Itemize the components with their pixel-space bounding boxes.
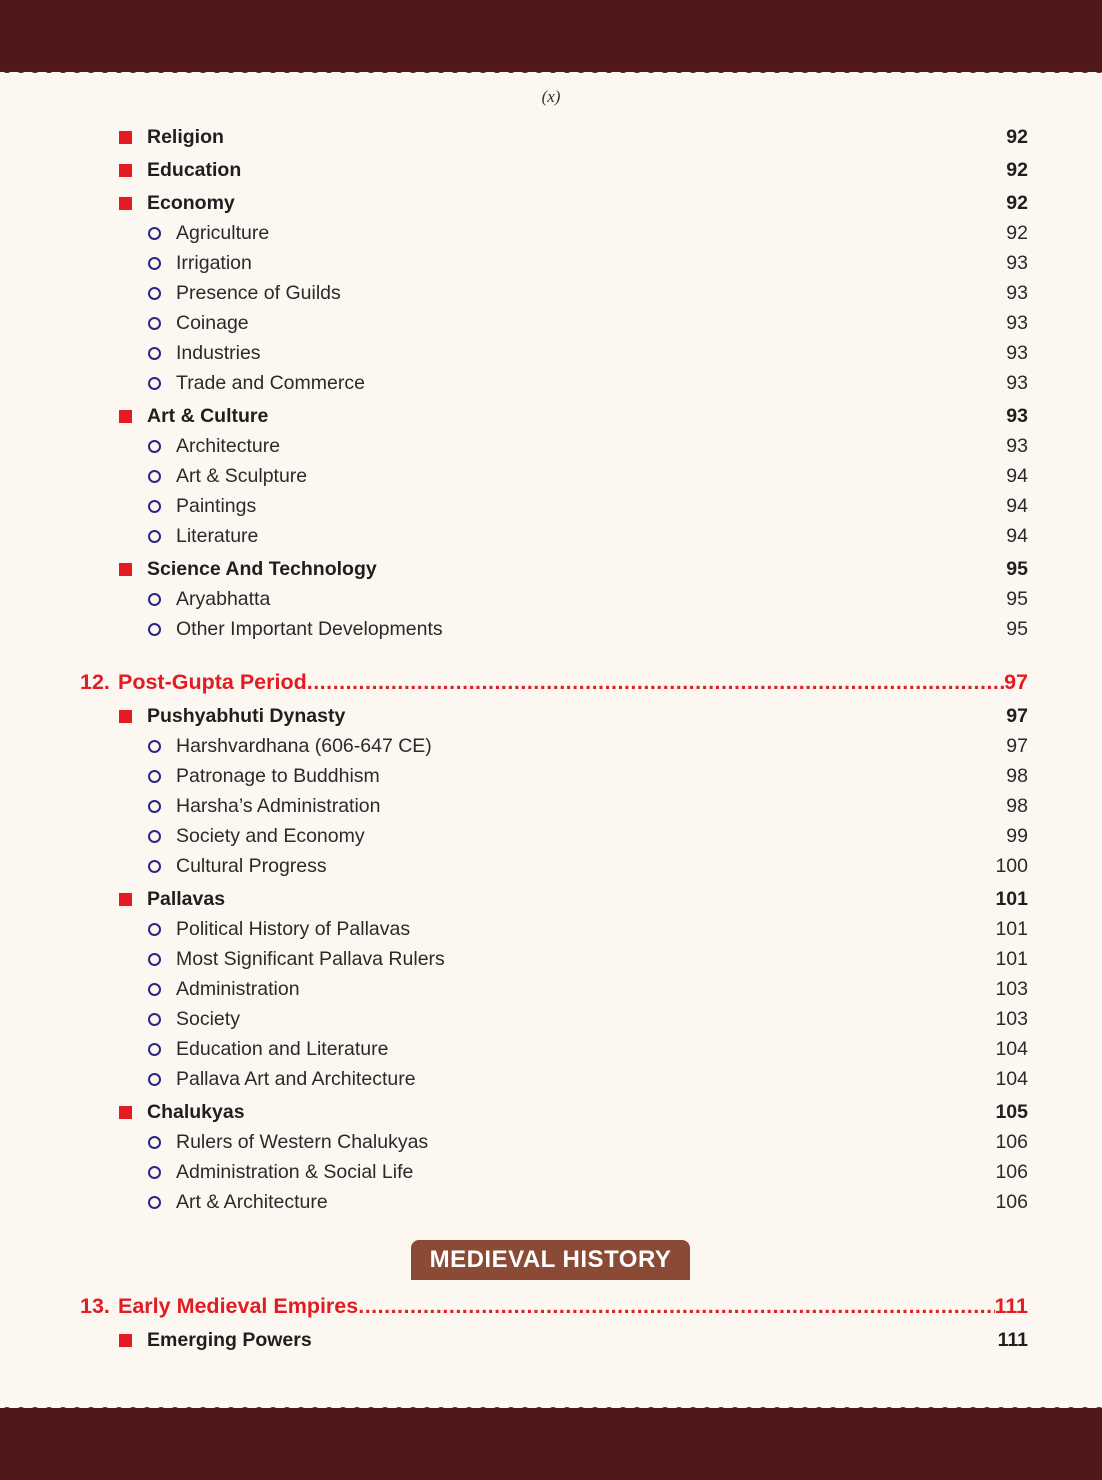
footer-band (0, 1408, 1102, 1480)
entry-page: 99 (1006, 824, 1028, 847)
entry-title: Education (147, 158, 242, 181)
entry-page: 92 (1006, 221, 1028, 244)
entry-page: 98 (1006, 764, 1028, 787)
circle-bullet-icon (148, 347, 161, 360)
square-bullet-icon (119, 164, 132, 177)
circle-bullet-icon (148, 830, 161, 843)
toc-subentry[interactable] (0, 851, 1102, 881)
chapter-title: Early Medieval Empires (118, 1293, 359, 1318)
circle-bullet-icon (148, 983, 161, 996)
toc-subentry[interactable] (0, 278, 1102, 308)
entry-page: 93 (1006, 434, 1028, 457)
entry-title: Cultural Progress (176, 854, 327, 877)
circle-bullet-icon (148, 500, 161, 513)
entry-page: 101 (995, 887, 1028, 910)
page-number: (x) (541, 87, 561, 106)
entry-title: Art & Sculpture (176, 464, 308, 487)
circle-bullet-icon (148, 530, 161, 543)
toc-entry[interactable] (0, 401, 1102, 431)
entry-page: 93 (1006, 311, 1028, 334)
entry-title: Art & Architecture (176, 1190, 328, 1213)
entry-page: 95 (1006, 587, 1028, 610)
toc-subentry[interactable] (0, 584, 1102, 614)
entry-title: Trade and Commerce (176, 371, 365, 394)
toc-subentry[interactable] (0, 974, 1102, 1004)
entry-title: Presence of Guilds (176, 281, 341, 304)
entry-page: 106 (995, 1160, 1028, 1183)
square-bullet-icon (119, 197, 132, 210)
entry-page: 95 (1006, 617, 1028, 640)
toc-subentry[interactable] (0, 368, 1102, 398)
entry-page: 104 (995, 1067, 1028, 1090)
square-bullet-icon (119, 410, 132, 423)
square-bullet-icon (119, 1334, 132, 1347)
circle-bullet-icon (148, 257, 161, 270)
entry-title: Paintings (176, 494, 257, 517)
entry-page: 92 (1006, 158, 1028, 181)
entry-page: 101 (995, 917, 1028, 940)
toc-entry[interactable] (0, 701, 1102, 731)
entry-page: 97 (1006, 734, 1028, 757)
entry-title: Most Significant Pallava Rulers (176, 947, 445, 970)
entry-page: 98 (1006, 794, 1028, 817)
toc-subentry[interactable] (0, 308, 1102, 338)
entry-title: Patronage to Buddhism (176, 764, 380, 787)
entry-title: Education and Literature (176, 1037, 389, 1060)
chapter-number: 13. (80, 1293, 110, 1318)
toc-subentry[interactable] (0, 1127, 1102, 1157)
toc-entry[interactable] (0, 554, 1102, 584)
circle-bullet-icon (148, 317, 161, 330)
toc-entry[interactable] (0, 155, 1102, 185)
toc-subentry[interactable] (0, 761, 1102, 791)
toc-subentry[interactable] (0, 731, 1102, 761)
circle-bullet-icon (148, 1073, 161, 1086)
square-bullet-icon (119, 710, 132, 723)
toc-subentry[interactable] (0, 491, 1102, 521)
entry-title: Other Important Developments (176, 617, 443, 640)
entry-page: 94 (1006, 464, 1028, 487)
entry-page: 93 (1006, 371, 1028, 394)
entry-title: Architecture (176, 434, 281, 457)
entry-page: 97 (1006, 704, 1028, 727)
toc-entry[interactable] (0, 188, 1102, 218)
toc-subentry[interactable] (0, 338, 1102, 368)
entry-title: Religion (147, 125, 224, 148)
circle-bullet-icon (148, 227, 161, 240)
circle-bullet-icon (148, 623, 161, 636)
entry-title: Science And Technology (147, 557, 377, 580)
toc-entry[interactable] (0, 884, 1102, 914)
entry-page: 94 (1006, 524, 1028, 547)
entry-title: Art & Culture (147, 404, 269, 427)
square-bullet-icon (119, 1106, 132, 1119)
circle-bullet-icon (148, 740, 161, 753)
square-bullet-icon (119, 893, 132, 906)
toc-entry[interactable] (0, 1325, 1102, 1355)
circle-bullet-icon (148, 287, 161, 300)
circle-bullet-icon (148, 953, 161, 966)
entry-title: Political History of Pallavas (176, 917, 411, 940)
toc-subentry[interactable] (0, 461, 1102, 491)
entry-title: Pallavas (147, 887, 226, 910)
circle-bullet-icon (148, 470, 161, 483)
square-bullet-icon (119, 131, 132, 144)
entry-page: 92 (1006, 125, 1028, 148)
circle-bullet-icon (148, 860, 161, 873)
chapter-heading-12[interactable] (0, 667, 1102, 697)
chapter-page: 97 (1004, 669, 1028, 694)
entry-page: 100 (995, 854, 1028, 877)
square-bullet-icon (119, 563, 132, 576)
circle-bullet-icon (148, 800, 161, 813)
toc-subentry[interactable] (0, 1004, 1102, 1034)
section-banner: MEDIEVAL HISTORY (411, 1240, 690, 1280)
entry-title: Society and Economy (176, 824, 365, 847)
circle-bullet-icon (148, 1196, 161, 1209)
entry-page: 93 (1006, 341, 1028, 364)
circle-bullet-icon (148, 377, 161, 390)
toc-entry[interactable] (0, 122, 1102, 152)
entry-title: Rulers of Western Chalukyas (176, 1130, 429, 1153)
toc-subentry[interactable] (0, 614, 1102, 644)
toc-subentry[interactable] (0, 218, 1102, 248)
entry-title: Aryabhatta (176, 587, 271, 610)
toc-subentry[interactable] (0, 821, 1102, 851)
entry-page: 95 (1006, 557, 1028, 580)
entry-title: Coinage (176, 311, 249, 334)
dot-leader (307, 670, 1004, 695)
entry-page: 103 (995, 1007, 1028, 1030)
toc-entry[interactable] (0, 1097, 1102, 1127)
entry-page: 106 (995, 1130, 1028, 1153)
chapter-title: Post-Gupta Period (118, 669, 307, 694)
entry-page: 94 (1006, 494, 1028, 517)
circle-bullet-icon (148, 770, 161, 783)
toc-subentry[interactable] (0, 791, 1102, 821)
entry-title: Economy (147, 191, 235, 214)
entry-title: Irrigation (176, 251, 252, 274)
toc-subentry[interactable] (0, 1187, 1102, 1217)
header-scallop-edge (0, 68, 1102, 76)
circle-bullet-icon (148, 1136, 161, 1149)
toc-subentry[interactable] (0, 1034, 1102, 1064)
entry-title: Society (176, 1007, 240, 1030)
toc-subentry[interactable] (0, 944, 1102, 974)
entry-page: 103 (995, 977, 1028, 1000)
entry-page: 93 (1006, 281, 1028, 304)
entry-title: Pushyabhuti Dynasty (147, 704, 346, 727)
entry-title: Administration (176, 977, 300, 1000)
circle-bullet-icon (148, 923, 161, 936)
toc-subentry[interactable] (0, 1064, 1102, 1094)
entry-title: Agriculture (176, 221, 270, 244)
circle-bullet-icon (148, 593, 161, 606)
entry-page: 105 (995, 1100, 1028, 1123)
entry-title: Administration & Social Life (176, 1160, 414, 1183)
entry-title: Harshvardhana (606-647 CE) (176, 734, 432, 757)
toc-subentry[interactable] (0, 431, 1102, 461)
circle-bullet-icon (148, 1043, 161, 1056)
chapter-heading-13[interactable] (0, 1291, 1102, 1321)
chapter-page: 111 (994, 1293, 1028, 1318)
entry-page: 111 (997, 1328, 1028, 1351)
header-band (0, 0, 1102, 72)
entry-title: Industries (176, 341, 261, 364)
entry-title: Pallava Art and Architecture (176, 1067, 416, 1090)
entry-page: 93 (1006, 404, 1028, 427)
entry-title: Harsha’s Administration (176, 794, 381, 817)
chapter-number: 12. (80, 669, 110, 694)
circle-bullet-icon (148, 1166, 161, 1179)
circle-bullet-icon (148, 1013, 161, 1026)
entry-page: 106 (995, 1190, 1028, 1213)
entry-title: Literature (176, 524, 259, 547)
circle-bullet-icon (148, 440, 161, 453)
entry-page: 92 (1006, 191, 1028, 214)
entry-title: Chalukyas (147, 1100, 245, 1123)
entry-page: 104 (995, 1037, 1028, 1060)
entry-page: 93 (1006, 251, 1028, 274)
entry-page: 101 (995, 947, 1028, 970)
toc-subentry[interactable] (0, 1157, 1102, 1187)
entry-title: Emerging Powers (147, 1328, 312, 1351)
toc-subentry[interactable] (0, 248, 1102, 278)
toc-subentry[interactable] (0, 521, 1102, 551)
dot-leader (358, 1294, 994, 1319)
toc-subentry[interactable] (0, 914, 1102, 944)
